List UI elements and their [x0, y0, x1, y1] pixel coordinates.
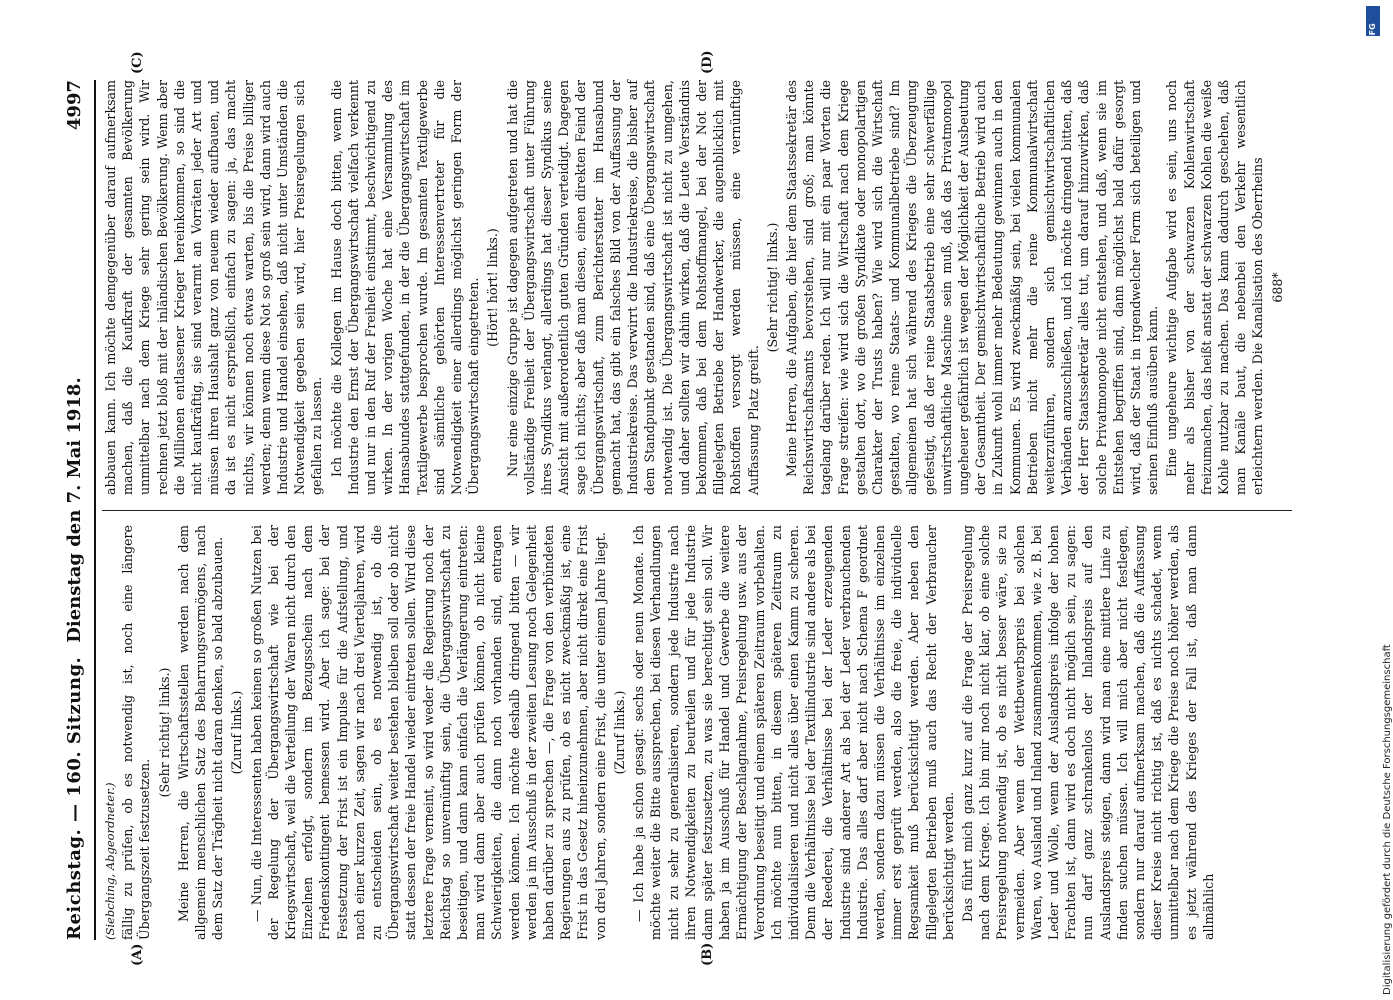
page-header — [60, 80, 96, 940]
paragraph: abbauen kann. Ich möchte demgegenüber darauf aufmerksam machen, daß die Kaufkraft der gesamten Bevölkerung unmittelbar nach dem Kriege sehr gering sein wird. Wir rechnen jetzt bloß mit der inländischen Bevölkerung. Wenn aber die Millionen entlassener Krieger hereinkommen, so sind die nicht kaufkräftig, sie sind verarmt an Vorräten jeder Art und müssen ihren Haushalt ganz von neuem wieder aufbauen, und da ist es nicht ersprießlich, einfach zu sagen: ja, das macht nichts, wir können noch etwas warten, bis die Preise billiger werden; denn wenn diese Not so groß sein wird, dann wird auch Industrie und Handel einsehen, daß nicht unter Umständen die Notwendigkeit gegeben sein wird, hier Preisregelungen sich gefallen zu lassen. — [103, 80, 325, 495]
right-column — [102, 80, 1292, 495]
margin-marker-b: (B) — [700, 942, 715, 966]
paragraph: fällig zu prüfen, ob es notwendig ist, noch eine längere Übergangszeit festzusetzen. — [120, 525, 153, 940]
paragraph: — Ich habe ja schon gesagt: sechs oder neun Monate. Ich möchte weiter die Bitte aussprechen, bei diesen Verhandlungen nicht zu sehr zu generalisieren, sondern jede Industrie nach ihren Notwendigkeiten zu beurteilen und für jede Industrie dann später festzusetzen, zu was sie berechtigt sein soll. Wir haben ja im Ausschuß für Handel und Gewerbe die weitere Ermächtigung der Beschlagnahme, Preisregelung usw. aus der Verordnung beseitigt und einem späteren Zeitraum vorbehalten. Ich möchte nun bitten, in diesem späteren Zeitraum zu individualisieren und nicht alles über einen Kamm zu scheren. Denn die Verhältnisse bei der Textilindustrie sind andere als bei der Reederei, die Verhältnisse bei der Leder erzeugenden Industrie sind anderer Art als bei der Leder verbrauchenden Industrie. Das alles darf aber nicht nach Schema F geordnet werden, sondern dazu müssen die Verhältnisse im einzelnen immer erst geprüft werden, also die freie, die individuelle Regsamkeit muß berücksichtigt werden. Aber neben den fillgelegten Betrieben muß auch das Recht der Verbraucher berücksichtigt werden. — [631, 525, 956, 940]
paragraph: — Nun, die Interessenten haben keinen so großen Nutzen bei der Regelung der Übergangswirtschaft wie bei der Kriegswirtschaft, weil die Verteilung der Waren nicht durch den Einzelnen erfolgt, sondern im Bezugsschein nach dem Friedenskontingent bemessen wird. Aber ich sage: bei der Festsetzung der Frist ist ein Impulse für die Aufstellung, und nach einer kurzen Zeit, sagen wir nach drei Vierteljahren, wird zu entscheiden sein, ob es notwendig ist, ob die Übergangswirtschaft weiter bestehen bleiben soll oder ob nicht statt dessen der freie Handel wieder eintreten sollen. Wird diese letztere Frage verneint, so wird weder die Regierung noch der Reichstag so unvernünftig sein, die Übergangswirtschaft zu beseitigen, und dann kann einfach die Verlängerung eintreten: man wird dann aber auch prüfen können, ob nicht kleine Schwierigkeiten, die dann noch vorhanden sind, entragen werden können. Ich möchte deshalb dringend bitten — wir werden ja im Ausschuß in der zweiten Lesung noch Gelegenheit haben darüber zu sprechen —, die Frage von den verbündeten Regierungen aus zu prüfen, ob es nicht zweckmäßig ist, eine Frist in das Gesetz hineinzunehmen, aber nicht direkt eine Frist von drei Jahren, sondern eine Frist, die unter einem Jahre liegt. — [248, 525, 608, 940]
dfg-logo: DFG — [1366, 6, 1380, 36]
margin-marker-a: (A) — [130, 943, 145, 966]
paragraph: Meine Herren, die Wirtschaftsstellen werden nach dem allgemein menschlichen Satz des Beharrungsvermögens, nach dem Satz der Trägheit nicht daran denken, so bald abzubauen. — [175, 525, 226, 940]
interjection: (Hört! hört! links.) — [485, 228, 501, 347]
document-page — [60, 50, 1300, 966]
paragraph: Ich möchte die Kollegen im Hause doch bitten, wenn die Industrie den Ernst der Übergangswirtschaft vielfach verkennt und nur in den Ruf der Freiheit einstimmt, beschwichtigend zu wirken. In der vorigen Woche hat eine Versammlung des Hansabundes stattgefunden, in der die Übergangswirtschaft im Textilgewerbe besprochen wurde. Im gesamten Textilgewerbe sind sämtliche gehörten Interessenvertreter für die Notwendigkeit einer allerdings möglichst geringen Form der Übergangswirtschaft eingetreten. — [328, 80, 482, 495]
interjection: (Zuruf links.) — [229, 690, 245, 775]
paragraph: Eine ungeheure wichtige Aufgabe wird es sein, uns noch mehr als bisher von der schwarzen Kohlenwirtschaft freizumachen, das heißt anstatt der schwarzen Kohlen die weiße Kohle nutzbar zu machen. Das kann dadurch geschehen, daß man Kanäle baut, die nebenbei den Verkehr wesentlich erleichtern werden. Die Kanalisation des Oberrheins — [1164, 80, 1266, 495]
header-left: Reichstag. — 160. Sitzung. — [64, 656, 85, 940]
speaker-line: (Siebching, Abgeordneter.) — [103, 782, 117, 940]
left-column — [102, 525, 1292, 940]
margin-marker-d: (D) — [700, 50, 715, 74]
credit-text: Digitalisierung gefördert durch die Deutsche Forschungsgemeinschaft — [1382, 644, 1393, 995]
paragraph: Nur eine einzige Gruppe ist dagegen aufgetreten und hat die vollständige Freiheit der Übergangswirtschaft unter Führung ihres Syndikus verlangt, allerdings hat dieser Syndikus seine Ansicht mit außerordentlich guten Gründen verteidigt. Dagegen sage ich nichts; aber daß man diesen, einen direkten Feind der Übergangswirtschaft, zum Berichterstatter im Hansabund gemacht hat, das gibt ein falsches Bild von der Auffassung der Industriekreise. Das verwirrt die Industriekreise, die bisher auf dem Standpunkt gestanden sind, daß eine Übergangswirtschaft notwendig ist. Die Übergangswirtschaft ist nicht zu umgehen, und daher sollten wir dahin wirken, daß die Leute Verständnis bekommen, daß bei dem Rohstoffmangel, bei der Not der fillgelegten Betriebe der Handwerker, die augenblicklich mit Rohstoffen versorgt werden müssen, eine vernünftige Auffassung Platz greift. — [504, 80, 761, 495]
interjection: (Zuruf links.) — [611, 690, 627, 775]
interjection: (Sehr richtig! links.) — [156, 667, 172, 798]
header-date: Dienstag den 7. Mai 1918. — [64, 377, 85, 643]
interjection: (Sehr richtig! links.) — [764, 222, 780, 353]
digitization-credit — [1370, 0, 1393, 1000]
paragraph: Das führt mich ganz kurz auf die Frage der Preisregelung nach dem Kriege. Ich bin mir noch nicht klar, ob eine solche Preisregelung notwendig ist, ob es nicht besser wäre, sie zu vermeiden. Aber wenn der Wettbewerbspreis bei solchen Waren, wo Ausland und Inland zusammenkommen, wie z. B. bei Leder und Wolle, wenn der Auslandspreis infolge der hohen Frachten ist, dann wird es doch nicht möglich sein, zu sagen: nun darf ganz schrankenlos der Inlandspreis auf den Auslandspreis steigen, dann wird man eine mittlere Linie zu finden suchen müssen. Ich will mich aber nicht festlegen, sondern nur darauf aufmerksam machen, daß die Auffassung dieser Kreise nicht richtig ist, daß es nichts schadet, wenn unmittelbar nach dem Kriege die Preise noch höher werden, als es jetzt während des Krieges der Fall ist, daß man dann allmählich — [959, 525, 1216, 940]
paragraph: Meine Herren, die Aufgaben, die hier dem Staatssekretär des Reichswirtschaftsamts bevorstehen, sind groß; man könnte tagelang darüber reden. Ich will nur mit ein paar Worten die Frage streifen: wie wird sich die Wirtschaft nach dem Kriege gestalten dort, wo die großen Syndikate oder monopolartigen Charakter der Trusts haben? Wie wird sich die Wirtschaft gestalten, wo reine Staats- und Kommunalbetriebe sind? Im allgemeinen hat sich während des Krieges die Überzeugung gefestigt, daß der reine Staatsbetrieb eine sehr schwerfällige unwirtschaftliche Maschine sein muß, daß das Privatmonopol ungeheuer gefährlich ist wegen der Möglichkeit der Ausbeutung der Gesamtheit. Der gemischtwirtschaftliche Betrieb wird auch in Zukunft wohl immer mehr Bedeutung gewinnen auch in den Kommunen. Es wird zweckmäßig sein, bei vielen kommunalen Betrieben nicht mehr die reine Kommunalwirtschaft weiterzuführen, sondern sich gemischtwirtschaftlichen Verbänden anzuschließen, und ich möchte dringend bitten, daß der Herr Staatssekretär alles tut, um darauf hinzuwirken, daß solche Privatmonopole nicht entstehen, und daß, wenn sie im Entstehen begriffen sind, dann möglichst bald dafür gesorgt wird, daß der Staat in irgendwelcher Form sich beteiligen und seinen Einfluß ausüben kann. — [783, 80, 1161, 495]
page-signature: 688* — [1269, 272, 1285, 303]
margin-marker-c: (C) — [130, 51, 145, 74]
column-divider — [102, 510, 1292, 511]
header-page-number: 4997 — [64, 80, 85, 131]
